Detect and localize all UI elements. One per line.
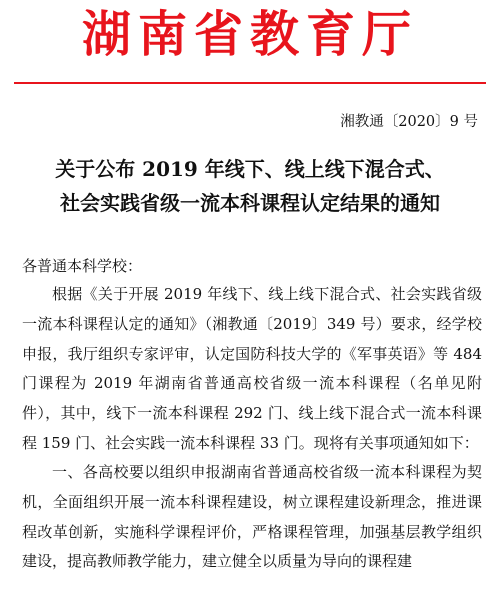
document-number: 湘教通〔2020〕9 号 (340, 114, 478, 130)
salutation: 各普通本科学校： (22, 257, 143, 275)
header-red-rule (14, 82, 486, 84)
issuer-header-title: 湖南省教育厅 (81, 5, 418, 63)
body-paragraph-2: 一、各高校要以组织申报湖南省普通高校省级一流本科课程为契机，全面组织开展一流本科课程建设，树立课程建设新理念，推进课程改革创新，实施科学课程评价，严格课程管理，加强基层教学组织建设，提高教师教学能力，建立健全以质量为导向的课程建 (22, 463, 482, 571)
document-title-line-1: 关于公布 2019 年线下、线上线下混合式、 (55, 157, 445, 181)
document-title-line-2: 社会实践省级一流本科课程认定结果的通知 (60, 191, 440, 215)
body-paragraph-1: 根据《关于开展 2019 年线下、线上线下混合式、社会实践省级一流本科课程认定的通知》（湘教通〔2019〕349 号）要求，经学校申报，我厅组织专家评审，认定国防科技大学的《军事英语》等 484 门课程为 2019 年湖南省普通高校省级一流本科课程（名单见附件），其中，线下一流本科课程 292 门、线上线下混合式一流本科课程 159 门、社会实践一流本科课程 33 门。现将有关事项通知如下： (22, 285, 482, 452)
